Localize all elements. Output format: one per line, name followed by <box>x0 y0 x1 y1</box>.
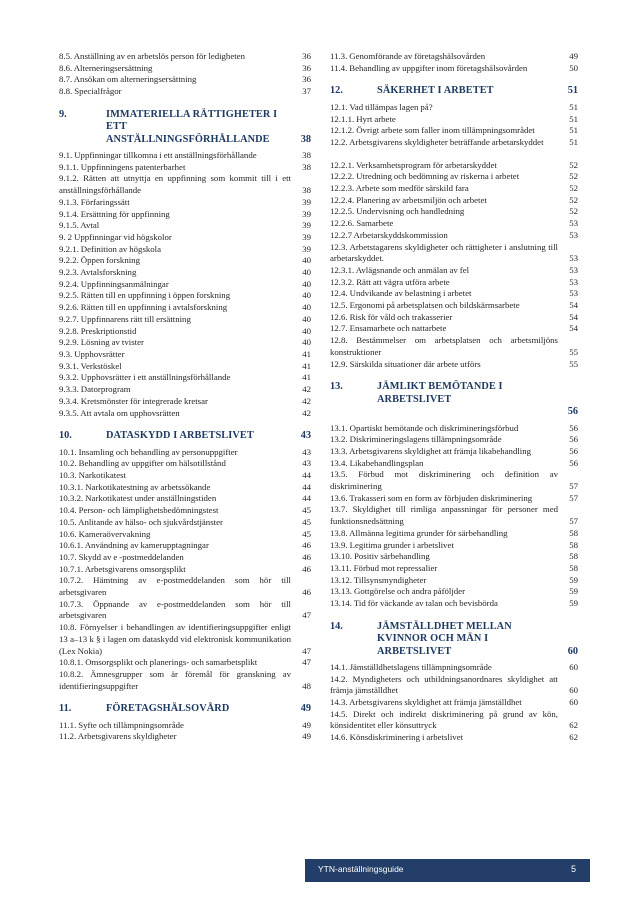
entry-title: 14.6. Könsdiskriminering i arbetslivet <box>330 732 464 743</box>
entry-page-number: 57 <box>569 481 578 492</box>
toc-entry[interactable] <box>330 277 578 289</box>
toc-entry[interactable] <box>330 323 578 335</box>
entry-page-number: 40 <box>302 313 311 324</box>
footer-bar <box>305 859 590 882</box>
toc-entry[interactable] <box>59 552 311 564</box>
entry-title: 12.3. Arbetstagarens skyldigheter och rättigheter i anslutning till arbetarskyddet. <box>330 241 558 264</box>
toc-entry[interactable] <box>330 265 578 277</box>
entry-page-number: 47 <box>302 610 311 621</box>
toc-entry[interactable] <box>59 505 311 517</box>
entry-title: 9.2.2. Öppen forskning <box>59 255 140 266</box>
entry-title: 9.3.4. Kretsmönster för integrerade kretsar <box>59 395 208 406</box>
entry-title: 10.7.2. Hämtning av e-postmeddelanden som hör till arbetsgivaren <box>59 575 291 598</box>
toc-entry[interactable] <box>330 160 578 172</box>
toc-entry[interactable] <box>330 563 578 575</box>
entry-title: 9.2.5. Rätten till en uppfinning i öppen forskning <box>59 290 231 301</box>
entry-title: 9.3. Upphovsrätter <box>59 348 125 359</box>
entry-page-number: 39 <box>302 208 311 219</box>
entry-title: 10.8. Förnyelser i behandlingen av identifieringsuppgifter enligt 13 a–13 k § i lagen om dataskydd vid elektronisk kommunikation (Lex Nokia) <box>59 622 291 656</box>
entry-title: 9.2.9. Lösning av tvister <box>59 337 144 348</box>
toc-entry[interactable] <box>330 540 578 552</box>
toc-entry[interactable] <box>59 326 311 338</box>
entry-title: 11.2. Arbetsgivarens skyldigheter <box>59 731 177 742</box>
entry-title: 10.8.2. Ämnesgrupper som är föremål för granskning av identifieringsuppgifter <box>59 668 291 691</box>
entry-page-number: 54 <box>569 300 578 311</box>
entry-page-number: 45 <box>302 528 311 539</box>
entry-title: 9.2.1. Definition av högskola <box>59 243 162 254</box>
entry-page-number: 45 <box>302 516 311 527</box>
entry-page-number: 52 <box>569 206 578 217</box>
entry-title: 12.2.3. Arbete som medför särskild fara <box>330 183 469 194</box>
section-title: IMMATERIELLA RÄTTIGHETER I ETT ANSTÄLLNINGSFÖRHÅLLANDE <box>106 108 278 145</box>
toc-entry[interactable] <box>59 244 311 256</box>
entry-title: 14.1. Jämställdhetslagens tillämpningsområde <box>330 661 492 672</box>
entry-title: 9.2.8. Preskriptionstid <box>59 325 137 336</box>
toc-entry[interactable] <box>59 470 311 482</box>
toc-entry[interactable] <box>330 359 578 371</box>
toc-section-heading[interactable] <box>330 85 578 97</box>
entry-title: 10.7. Skydd av e -postmeddelanden <box>59 551 184 562</box>
section-page-number: 49 <box>300 703 311 715</box>
toc-entry[interactable] <box>330 114 578 126</box>
toc-entry[interactable] <box>330 446 578 458</box>
entry-title: 10.1. Insamling och behandling av personuppgifter <box>59 446 238 457</box>
toc-entry[interactable] <box>59 232 311 244</box>
entry-title: 13.3. Arbetsgivarens skyldighet att främja likabehandling <box>330 445 532 456</box>
entry-title: 11.3. Genomförande av företagshälsovården <box>330 51 486 61</box>
entry-page-number: 56 <box>569 434 578 445</box>
entry-page-number: 54 <box>569 323 578 334</box>
entry-title: 13.8. Allmänna legitima grunder för särbehandling <box>330 527 508 538</box>
toc-entry[interactable] <box>59 150 311 162</box>
entry-title: 10.3.2. Narkotikatest under anställningstiden <box>59 493 217 504</box>
entry-title: 10.8.1. Omsorgsplikt och planerings- och samarbetsplikt <box>59 657 258 668</box>
entry-title: 12.8. Bestämmelser om arbetsplatsen och arbetsmiljöns konstruktioner <box>330 335 558 357</box>
section-number: 11. <box>59 703 72 715</box>
toc-entry[interactable] <box>59 657 311 669</box>
section-title: FÖRETAGSHÄLSOVÅRD <box>106 703 230 715</box>
toc-entry[interactable] <box>59 384 311 396</box>
entry-page-number: 54 <box>569 311 578 322</box>
entry-page-number: 58 <box>569 551 578 562</box>
entry-title: 12.1.2. Övrigt arbete som faller inom tillämpningsområdet <box>330 125 535 136</box>
toc-entry[interactable] <box>330 300 578 312</box>
toc-entry[interactable] <box>59 540 311 552</box>
entry-page-number: 45 <box>302 505 311 516</box>
entry-title: 12.2.2. Utredning och bedömning av riskerna i arbetet <box>330 171 520 182</box>
entry-page-number: 53 <box>569 276 578 287</box>
toc-entry[interactable] <box>330 242 578 265</box>
entry-page-number: 50 <box>569 62 578 73</box>
entry-page-number: 40 <box>302 302 311 313</box>
entry-title: 9.1.2. Rätten att utnyttja en uppfinning som kommit till i ett anställningsförhållande <box>59 173 291 196</box>
entry-page-number: 40 <box>302 290 311 301</box>
toc-entry[interactable] <box>59 396 311 408</box>
toc-entry[interactable] <box>59 51 311 63</box>
toc-entry[interactable] <box>59 493 311 505</box>
spacer <box>330 149 578 160</box>
toc-entry[interactable] <box>59 290 311 302</box>
entry-title: 8.7. Ansökan om alterneringsersättning <box>59 74 197 85</box>
entry-page-number: 59 <box>569 598 578 609</box>
entry-page-number: 53 <box>569 253 578 264</box>
entry-title: 13.11. Förbud mot repressalier <box>330 562 438 573</box>
entry-page-number: 36 <box>302 51 311 61</box>
entry-title: 9.2.4. Uppfinningsanmälningar <box>59 278 169 289</box>
entry-page-number: 43 <box>302 458 311 469</box>
toc-entry[interactable] <box>59 447 311 459</box>
entry-page-number: 60 <box>569 697 578 708</box>
entry-page-number: 51 <box>569 136 578 147</box>
toc-entry[interactable] <box>59 197 311 209</box>
entry-title: 11.4. Behandling av uppgifter inom företagshälsovården <box>330 62 528 73</box>
toc-entry[interactable] <box>330 528 578 540</box>
entry-page-number: 52 <box>569 171 578 182</box>
entry-title: 12.2.6. Samarbete <box>330 218 394 229</box>
entry-page-number: 42 <box>302 395 311 406</box>
entry-title: 12.4. Undvikande av belastning i arbetet <box>330 288 472 299</box>
toc-entry[interactable] <box>59 720 311 732</box>
toc-entry[interactable] <box>330 709 578 732</box>
entry-page-number: 52 <box>569 159 578 170</box>
toc-entry[interactable] <box>330 288 578 300</box>
footer-page-number: 5 <box>570 864 576 874</box>
entry-page-number: 40 <box>302 255 311 266</box>
entry-page-number: 40 <box>302 325 311 336</box>
entry-page-number: 44 <box>302 493 311 504</box>
entry-title: 10.7.3. Öppnande av e-postmeddelanden som hör till arbetsgivaren <box>59 598 291 621</box>
toc-entry[interactable] <box>59 669 311 692</box>
toc-right-column <box>330 51 578 744</box>
entry-title: 13.10. Positiv särbehandling <box>330 551 430 562</box>
entry-title: 8.6. Alterneringsersättning <box>59 62 153 73</box>
entry-page-number: 56 <box>569 457 578 468</box>
section-page-number: 43 <box>300 430 311 442</box>
entry-title: 12.2.7 Arbetarskyddskommission <box>330 229 448 240</box>
section-page-number: 56 <box>567 406 578 418</box>
entry-page-number: 46 <box>302 587 311 598</box>
entry-page-number: 62 <box>569 732 578 743</box>
entry-page-number: 39 <box>302 220 311 231</box>
entry-title: 13.14. Tid för väckande av talan och bevisbörda <box>330 598 498 609</box>
entry-page-number: 40 <box>302 267 311 278</box>
entry-page-number: 46 <box>302 551 311 562</box>
entry-page-number: 43 <box>302 446 311 457</box>
entry-page-number: 38 <box>302 150 311 161</box>
section-title: DATASKYDD I ARBETSLIVET <box>106 430 254 442</box>
entry-title: 12.5. Ergonomi på arbetsplatsen och bildskärmsarbete <box>330 300 520 311</box>
toc-entry[interactable] <box>59 337 311 349</box>
toc-entry[interactable] <box>330 335 578 358</box>
entry-page-number: 52 <box>569 183 578 194</box>
entry-page-number: 53 <box>569 288 578 299</box>
entry-page-number: 48 <box>302 680 311 691</box>
toc-entry[interactable] <box>59 482 311 494</box>
entry-title: 12.2. Arbetsgivarens skyldigheter beträffande arbetarskyddet <box>330 136 544 147</box>
entry-page-number: 56 <box>569 445 578 456</box>
entry-page-number: 37 <box>302 86 311 97</box>
entry-page-number: 56 <box>569 422 578 433</box>
entry-title: 12.6. Risk för våld och trakasserier <box>330 311 453 322</box>
toc-entry[interactable] <box>330 312 578 324</box>
entry-page-number: 52 <box>569 194 578 205</box>
entry-title: 9.2.7. Uppfinnarens rätt till ersättning <box>59 313 191 324</box>
toc-entry[interactable] <box>59 731 311 743</box>
toc-entry[interactable] <box>59 622 311 657</box>
entry-page-number: 36 <box>302 62 311 73</box>
entry-title: 13.13. Gottgörelse och andra påföljder <box>330 586 466 597</box>
toc-entry[interactable] <box>59 372 311 384</box>
toc-entry[interactable] <box>330 206 578 218</box>
entry-title: 12.1.1. Hyrt arbete <box>330 113 396 124</box>
entry-page-number: 58 <box>569 527 578 538</box>
entry-page-number: 49 <box>569 51 578 61</box>
entry-page-number: 51 <box>569 125 578 136</box>
toc-entry[interactable] <box>330 551 578 563</box>
entry-title: 14.5. Direkt och indirekt diskriminering på grund av kön, könsidentitet eller könsuttryck <box>330 708 558 731</box>
toc-entry[interactable] <box>330 137 578 149</box>
toc-entry[interactable] <box>330 697 578 709</box>
section-title: SÄKERHET I ARBETET <box>377 85 494 97</box>
section-title: JÄMSTÄLLDHET MELLAN KVINNOR OCH MÄN I ARBETSLIVET <box>377 620 512 657</box>
footer-guide-title: YTN-anställningsguide <box>318 864 404 874</box>
entry-page-number: 59 <box>569 574 578 585</box>
entry-page-number: 41 <box>302 372 311 383</box>
toc-entry[interactable] <box>330 598 578 610</box>
entry-title: 9.3.5. Att avtala om upphovsrätten <box>59 407 180 418</box>
toc-entry[interactable] <box>330 493 578 505</box>
entry-page-number: 60 <box>569 685 578 696</box>
toc-entry[interactable] <box>330 63 578 75</box>
toc-entry[interactable] <box>59 209 311 221</box>
entry-title: 10.2. Behandling av uppgifter om hälsotillstånd <box>59 458 226 469</box>
entry-title: 10.3.1. Narkotikatestning av arbetssökande <box>59 481 211 492</box>
entry-page-number: 53 <box>569 229 578 240</box>
toc-entry[interactable] <box>330 575 578 587</box>
entry-title: 10.5. Anlitande av hälso- och sjukvårdstjänster <box>59 516 223 527</box>
entry-page-number: 44 <box>302 470 311 481</box>
entry-title: 12.2.1. Verksamhetsprogram för arbetarskyddet <box>330 159 497 170</box>
entry-page-number: 46 <box>302 563 311 574</box>
entry-page-number: 53 <box>569 264 578 275</box>
entry-title: 10.6.1. Användning av kamerupptagningar <box>59 540 209 551</box>
entry-title: 12.1. Vad tillämpas lagen på? <box>330 101 433 112</box>
toc-entry[interactable] <box>59 529 311 541</box>
entry-title: 9.1.4. Ersättning för uppfinning <box>59 208 170 219</box>
toc-section-heading[interactable] <box>59 109 311 146</box>
toc-entry[interactable] <box>59 458 311 470</box>
entry-title: 12.3.1. Avlägsnande och anmälan av fel <box>330 264 470 275</box>
toc-section-heading[interactable] <box>59 703 311 715</box>
entry-page-number: 58 <box>569 539 578 550</box>
section-number: 9. <box>59 108 67 120</box>
entry-title: 9.3.2. Upphovsrätter i ett anställningsförhållande <box>59 372 231 383</box>
entry-page-number: 62 <box>569 720 578 731</box>
toc-entry[interactable] <box>330 674 578 697</box>
section-number: 14. <box>330 620 343 632</box>
entry-title: 12.2.4. Planering av arbetsmiljön och arbetet <box>330 194 487 205</box>
entry-page-number: 44 <box>302 481 311 492</box>
toc-entry[interactable] <box>330 458 578 470</box>
toc-entry[interactable] <box>59 86 311 98</box>
entry-title: 14.3. Arbetsgivarens skyldighet att främja jämställdhet <box>330 697 522 708</box>
entry-page-number: 42 <box>302 407 311 418</box>
entry-title: 9.2.3. Avtalsforskning <box>59 267 137 278</box>
toc-entry[interactable] <box>59 255 311 267</box>
toc-entry[interactable] <box>59 63 311 75</box>
entry-page-number: 57 <box>569 516 578 527</box>
toc-entry[interactable] <box>59 564 311 576</box>
entry-title: 11.1. Syfte och tillämpningsområde <box>59 719 184 730</box>
toc-entry[interactable] <box>59 302 311 314</box>
entry-title: 8.5. Anställning av en arbetslös person för ledigheten <box>59 51 245 61</box>
entry-page-number: 57 <box>569 492 578 503</box>
section-title: JÄMLIKT BEMÖTANDE I ARBETSLIVET <box>377 381 503 405</box>
toc-entry[interactable] <box>330 125 578 137</box>
entry-title: 12.2.5. Undervisning och handledning <box>330 206 465 217</box>
entry-page-number: 51 <box>569 113 578 124</box>
toc-entry[interactable] <box>59 220 311 232</box>
entry-title: 10.3. Narkotikatest <box>59 470 126 481</box>
entry-title: 14.2. Myndigheters och utbildningsanordnares skyldighet att främja jämställdhet <box>330 673 558 696</box>
toc-entry[interactable] <box>59 575 311 598</box>
entry-page-number: 49 <box>302 731 311 742</box>
entry-title: 9.1.1. Uppfinningens patenterbarhet <box>59 161 186 172</box>
toc-entry[interactable] <box>330 662 578 674</box>
entry-title: 9.3.3. Datorprogram <box>59 384 131 395</box>
section-number: 10. <box>59 430 72 442</box>
entry-page-number: 47 <box>302 657 311 668</box>
toc-entry[interactable] <box>330 504 578 527</box>
toc-section-heading[interactable] <box>330 621 578 658</box>
toc-entry[interactable] <box>330 469 578 492</box>
entry-page-number: 39 <box>302 231 311 242</box>
toc-entry[interactable] <box>59 361 311 373</box>
toc-entry[interactable] <box>59 74 311 86</box>
entry-title: 12.9. Särskilda situationer där arbete utförs <box>330 358 481 369</box>
toc-left-column <box>59 51 311 743</box>
entry-page-number: 60 <box>569 661 578 672</box>
entry-title: 9.1. Uppfinningar tillkomna i ett anställningsförhållande <box>59 150 257 161</box>
entry-page-number: 41 <box>302 360 311 371</box>
entry-title: 9.2.6. Rätten till en uppfinning i avtalsforskning <box>59 302 228 313</box>
section-number: 12. <box>330 85 343 97</box>
entry-page-number: 59 <box>569 586 578 597</box>
entry-title: 13.7. Skyldighet till rimliga anpassningar för personer med funktionsnedsättning <box>330 504 558 527</box>
entry-page-number: 46 <box>302 540 311 551</box>
entry-page-number: 51 <box>569 101 578 112</box>
entry-title: 8.8. Specialfrågor <box>59 86 122 97</box>
entry-title: 13.2. Diskrimineringslagens tillämpningsområde <box>330 434 502 445</box>
entry-page-number: 49 <box>302 719 311 730</box>
entry-title: 9.3.1. Verkstöskel <box>59 360 122 371</box>
entry-page-number: 40 <box>302 337 311 348</box>
toc-entry[interactable] <box>330 218 578 230</box>
entry-title: 12.7. Ensamarbete och nattarbete <box>330 323 447 334</box>
entry-title: 13.6. Trakasseri som en form av förbjuden diskriminering <box>330 492 533 503</box>
toc-entry[interactable] <box>330 102 578 114</box>
entry-page-number: 39 <box>302 243 311 254</box>
toc-entry[interactable] <box>59 279 311 291</box>
entry-page-number: 55 <box>569 346 578 357</box>
toc-entry[interactable] <box>330 51 578 63</box>
entry-title: 9.1.3. Förfaringssätt <box>59 196 130 207</box>
toc-entry[interactable] <box>330 586 578 598</box>
entry-title: 13.5. Förbud mot diskriminering och definition av diskriminering <box>330 469 558 492</box>
entry-page-number: 58 <box>569 562 578 573</box>
entry-title: 9. 2 Uppfinningar vid högskolor <box>59 231 172 242</box>
entry-title: 10.7.1. Arbetsgivarens omsorgsplikt <box>59 563 186 574</box>
entry-page-number: 47 <box>302 645 311 656</box>
entry-title: 13.1. Opartiskt bemötande och diskrimineringsförbud <box>330 422 519 433</box>
section-page-number: 51 <box>567 85 578 97</box>
section-page-number: 60 <box>567 645 578 657</box>
toc-entry[interactable] <box>59 517 311 529</box>
toc-entry[interactable] <box>59 173 311 196</box>
entry-title: 12.3.2. Rätt att vägra utföra arbete <box>330 276 450 287</box>
toc-entry[interactable] <box>330 434 578 446</box>
toc-entry[interactable] <box>330 732 578 744</box>
toc-entry[interactable] <box>59 599 311 622</box>
entry-title: 13.12. Tillsynsmyndigheter <box>330 574 427 585</box>
toc-entry[interactable] <box>330 171 578 183</box>
entry-page-number: 41 <box>302 348 311 359</box>
toc-entry[interactable] <box>330 423 578 435</box>
toc-entry[interactable] <box>330 195 578 207</box>
toc-entry[interactable] <box>59 162 311 174</box>
entry-page-number: 39 <box>302 196 311 207</box>
entry-title: 13.9. Legitima grunder i arbetslivet <box>330 539 454 550</box>
section-page-number: 38 <box>300 133 311 145</box>
toc-entry[interactable] <box>330 183 578 195</box>
entry-page-number: 38 <box>302 161 311 172</box>
toc-entry[interactable] <box>59 408 311 420</box>
entry-title: 9.1.5. Avtal <box>59 220 100 231</box>
entry-title: 13.4. Likabehandlingsplan <box>330 457 424 468</box>
entry-page-number: 40 <box>302 278 311 289</box>
entry-page-number: 42 <box>302 384 311 395</box>
toc-section-heading[interactable] <box>330 381 578 418</box>
entry-title: 10.4. Person- och lämplighetsbedömningstest <box>59 505 219 516</box>
toc-entry[interactable] <box>59 314 311 326</box>
entry-page-number: 55 <box>569 358 578 369</box>
toc-entry[interactable] <box>59 267 311 279</box>
entry-page-number: 36 <box>302 74 311 85</box>
entry-page-number: 38 <box>302 185 311 196</box>
toc-section-heading[interactable] <box>59 430 311 442</box>
toc-entry[interactable] <box>330 230 578 242</box>
entry-title: 10.6. Kameraövervakning <box>59 528 151 539</box>
section-number: 13. <box>330 381 343 393</box>
toc-entry[interactable] <box>59 349 311 361</box>
entry-page-number: 53 <box>569 218 578 229</box>
